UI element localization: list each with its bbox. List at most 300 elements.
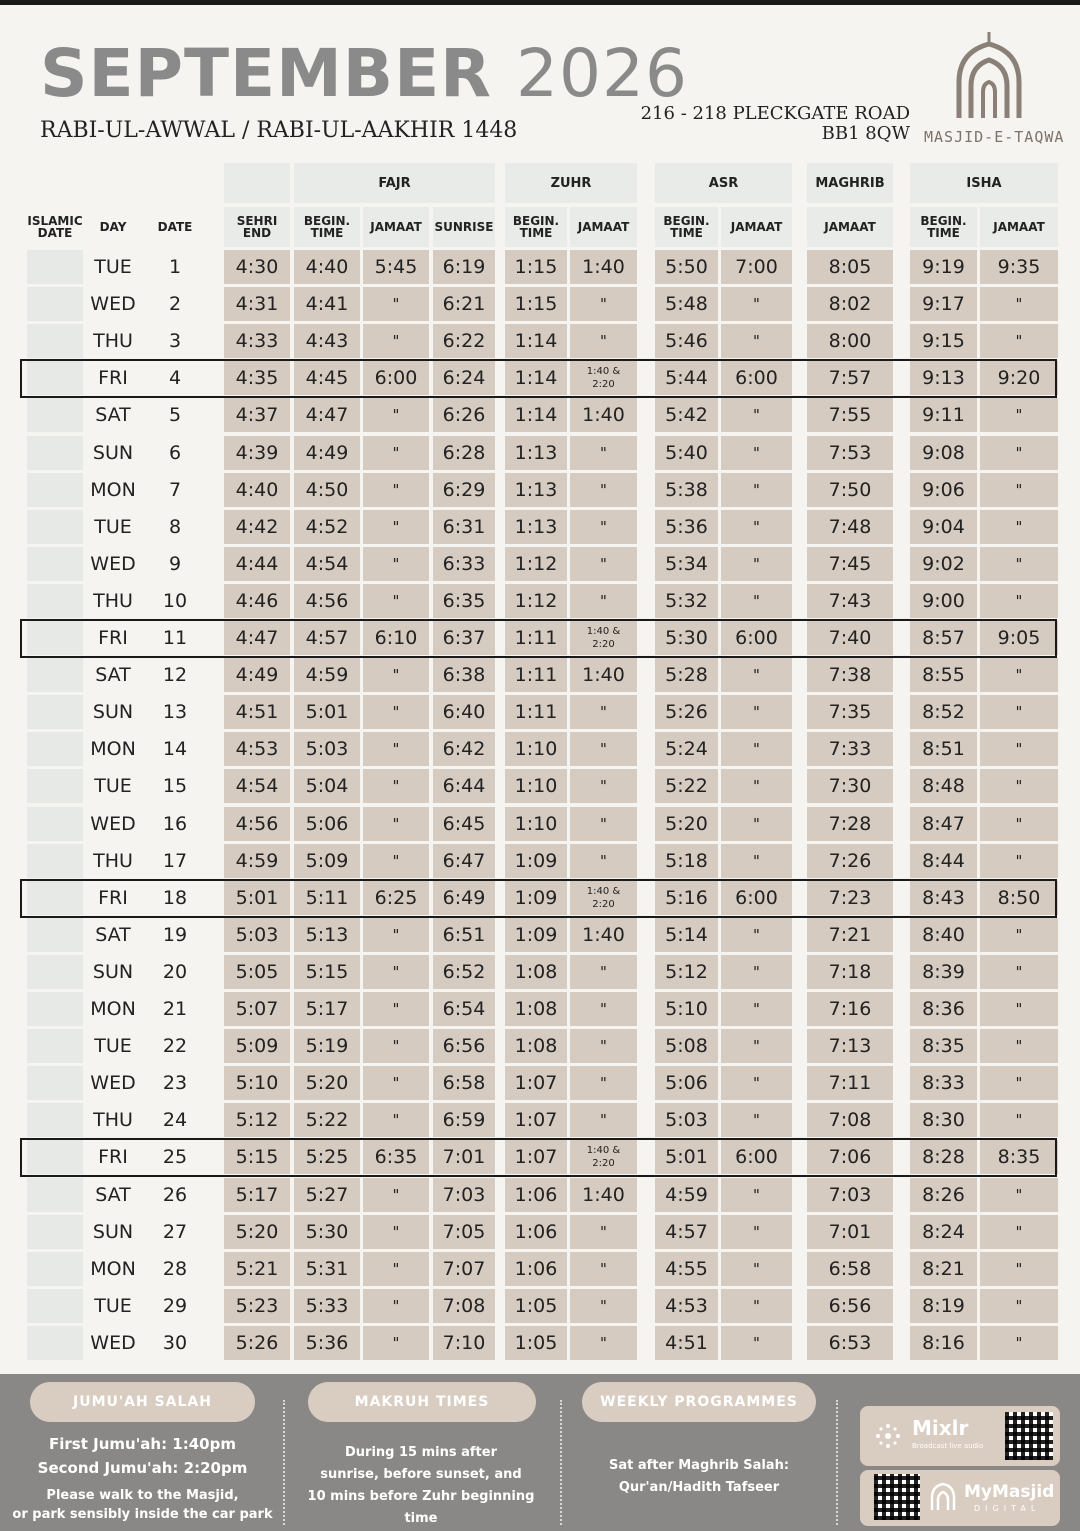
table-cell-day: THU [93,849,133,872]
table-cell-sunrise: 7:01 [433,1140,495,1174]
table-cell-asr-begin: 4:57 [655,1215,718,1249]
table-cell-isha-begin: 9:11 [910,398,977,432]
table-cell-isha-begin: 8:35 [910,1029,977,1063]
title-month: SEPTEMBER [40,35,492,112]
table-cell-maghrib-jamaat: 8:05 [807,250,893,284]
table-cell-fajr-begin: 5:01 [294,695,360,729]
table-cell-maghrib-jamaat: 7:57 [807,361,893,395]
column-header-zuhr-begin: BEGIN. TIME [505,207,567,247]
table-cell-sehri-end: 4:30 [224,250,290,284]
table-cell-sunrise: 6:58 [433,1066,495,1100]
mixlr-name: Mixlr [912,1416,969,1440]
table-cell-zuhr-jamaat: 1:40 & 2:20 [570,1140,637,1174]
friday-highlight-row [20,1138,1057,1177]
table-cell-fajr-jamaat: " [363,769,429,803]
table-cell-isha-begin: 8:16 [910,1326,977,1360]
table-cell-sehri-end: 5:21 [224,1252,290,1286]
table-cell-fajr-begin: 5:25 [294,1140,360,1174]
table-cell-asr-jamaat: " [721,547,792,581]
table-cell-fajr-jamaat: 6:00 [363,361,429,395]
table-cell-zuhr-jamaat: 1:40 [570,398,637,432]
table-cell-fajr-jamaat: " [363,992,429,1026]
table-cell-day: FRI [98,627,128,649]
table-cell-date: 9 [168,552,182,575]
table-cell-islamic-date [27,473,83,507]
group-header-asr: ASR [655,163,792,203]
table-cell-day: TUE [94,1294,132,1317]
group-header-zuhr: ZUHR [505,163,637,203]
table-cell-fajr-jamaat: 5:45 [363,250,429,284]
table-cell-asr-begin: 5:44 [655,361,718,395]
footer-divider [836,1400,838,1525]
table-cell-sehri-end: 4:47 [224,621,290,655]
table-cell-asr-begin: 5:18 [655,844,718,878]
table-cell-islamic-date [27,732,83,766]
table-cell-day: TUE [94,775,132,798]
table-cell-sehri-end: 5:03 [224,918,290,952]
table-cell-islamic-date [27,510,83,544]
table-cell-maghrib-jamaat: 7:18 [807,955,893,989]
table-cell-sehri-end: 5:07 [224,992,290,1026]
table-cell-zuhr-jamaat: " [570,844,637,878]
table-cell-date: 21 [162,998,188,1020]
table-cell-isha-begin: 8:21 [910,1252,977,1286]
table-cell-date: 6 [168,441,182,464]
group-header-maghrib: MAGHRIB [807,163,893,203]
table-cell-day: THU [93,330,133,353]
table-cell-islamic-date [27,769,83,803]
table-cell-maghrib-jamaat: 6:58 [807,1252,893,1286]
table-cell-sunrise: 6:52 [433,955,495,989]
column-header-fajr-jamaat: JAMAAT [363,207,429,247]
table-cell-zuhr-jamaat: " [570,473,637,507]
table-cell-fajr-jamaat: " [363,510,429,544]
table-cell-sehri-end: 4:33 [224,324,290,358]
table-cell-asr-jamaat: " [721,287,792,321]
table-cell-sehri-end: 5:05 [224,955,290,989]
table-cell-fajr-jamaat: " [363,1103,429,1137]
table-cell-isha-begin: 8:28 [910,1140,977,1174]
table-cell-maghrib-jamaat: 7:03 [807,1178,893,1212]
table-cell-asr-jamaat: " [721,732,792,766]
table-cell-isha-begin: 8:47 [910,807,977,841]
table-cell-date: 3 [168,330,182,353]
table-cell-zuhr-begin: 1:08 [505,1029,567,1063]
table-cell-maghrib-jamaat: 7:55 [807,398,893,432]
table-cell-fajr-begin: 5:04 [294,769,360,803]
table-cell-sunrise: 7:05 [433,1215,495,1249]
jumuah-times [10,1432,275,1480]
table-cell-fajr-begin: 4:59 [294,658,360,692]
table-cell-day: SAT [95,664,131,687]
table-cell-asr-begin: 5:32 [655,584,718,618]
table-cell-isha-begin: 8:26 [910,1178,977,1212]
table-cell-zuhr-jamaat: 1:40 [570,1178,637,1212]
table-cell-islamic-date [27,250,83,284]
table-cell-fajr-jamaat: " [363,1326,429,1360]
table-cell-fajr-jamaat: " [363,584,429,618]
table-cell-asr-begin: 5:28 [655,658,718,692]
table-cell-sehri-end: 4:59 [224,844,290,878]
table-cell-asr-begin: 5:08 [655,1029,718,1063]
table-cell-day: FRI [98,886,128,909]
table-cell-zuhr-jamaat: " [570,1103,637,1137]
table-cell-asr-begin: 5:34 [655,547,718,581]
top-border [0,0,1080,5]
table-cell-date: 26 [162,1183,188,1206]
table-cell-fajr-begin: 5:31 [294,1252,360,1286]
table-cell-zuhr-begin: 1:13 [505,436,567,470]
table-cell-zuhr-begin: 1:09 [505,844,567,878]
makruh-tag [308,1382,536,1422]
table-cell-asr-begin: 5:38 [655,473,718,507]
header-blank [224,163,290,203]
table-cell-date: 12 [162,664,188,687]
table-cell-asr-jamaat: " [721,584,792,618]
table-cell-zuhr-jamaat: " [570,510,637,544]
table-cell-fajr-begin: 5:11 [294,881,360,915]
table-cell-date: 5 [168,404,182,427]
table-cell-zuhr-begin: 1:13 [505,510,567,544]
table-cell-day: SAT [95,404,131,427]
table-cell-maghrib-jamaat: 8:02 [807,287,893,321]
table-cell-zuhr-begin: 1:05 [505,1289,567,1323]
jumuah-first: First Jumu'ah: 1:40pm [49,1435,236,1453]
table-cell-zuhr-jamaat: " [570,769,637,803]
table-cell-islamic-date [27,844,83,878]
table-cell-day: SUN [92,1220,134,1243]
table-cell-date: 28 [162,1257,188,1280]
table-cell-fajr-begin: 5:15 [294,955,360,989]
table-cell-fajr-begin: 4:47 [294,398,360,432]
table-cell-fajr-begin: 5:20 [294,1066,360,1100]
table-cell-date: 13 [162,701,188,724]
table-cell-asr-jamaat: " [721,436,792,470]
friday-highlight-row [20,359,1057,398]
table-cell-maghrib-jamaat: 6:56 [807,1289,893,1323]
table-cell-date: 8 [168,515,182,538]
table-cell-fajr-begin: 4:49 [294,436,360,470]
table-cell-day: MON [90,738,136,761]
table-cell-fajr-jamaat: " [363,1289,429,1323]
table-cell-islamic-date [27,1029,83,1063]
table-cell-fajr-begin: 5:17 [294,992,360,1026]
table-cell-fajr-jamaat: " [363,807,429,841]
mymasjid-qr-icon[interactable] [874,1474,920,1520]
table-cell-asr-begin: 5:22 [655,769,718,803]
table-cell-asr-jamaat: " [721,510,792,544]
table-cell-asr-begin: 5:20 [655,807,718,841]
table-cell-day: SUN [92,701,134,724]
table-cell-sehri-end: 5:12 [224,1103,290,1137]
table-cell-sehri-end: 5:20 [224,1215,290,1249]
page-title [40,36,688,112]
table-cell-maghrib-jamaat: 7:45 [807,547,893,581]
table-cell-isha-begin: 9:17 [910,287,977,321]
table-cell-date: 7 [168,478,182,501]
table-cell-fajr-begin: 5:06 [294,807,360,841]
table-cell-sehri-end: 4:35 [224,361,290,395]
hijri-month: RABI-UL-AWWAL / RABI-UL-AAKHIR 1448 [40,118,518,143]
table-cell-asr-jamaat: 6:00 [721,881,792,915]
table-cell-sunrise: 6:37 [433,621,495,655]
table-cell-islamic-date [27,324,83,358]
table-cell-zuhr-begin: 1:08 [505,992,567,1026]
table-cell-day: THU [93,1109,133,1132]
table-cell-asr-jamaat: " [721,807,792,841]
table-cell-sehri-end: 5:26 [224,1326,290,1360]
table-cell-day: WED [90,293,136,316]
table-cell-asr-begin: 4:55 [655,1252,718,1286]
table-cell-isha-begin: 8:43 [910,881,977,915]
table-cell-zuhr-begin: 1:11 [505,695,567,729]
table-cell-fajr-jamaat: " [363,436,429,470]
table-cell-zuhr-begin: 1:15 [505,250,567,284]
address [641,104,910,144]
table-cell-maghrib-jamaat: 7:08 [807,1103,893,1137]
table-cell-isha-jamaat: " [980,955,1058,989]
table-cell-isha-jamaat: " [980,1252,1058,1286]
column-header-asr-begin: BEGIN. TIME [655,207,718,247]
group-header-fajr: FAJR [294,163,495,203]
table-cell-maghrib-jamaat: 7:53 [807,436,893,470]
weekly-title: WEEKLY PROGRAMMES [600,1394,798,1410]
table-cell-day: FRI [98,367,128,390]
table-cell-zuhr-begin: 1:10 [505,769,567,803]
table-cell-sunrise: 6:42 [433,732,495,766]
makruh-line-2: sunrise, before sunset, and [320,1467,522,1482]
table-cell-zuhr-jamaat: " [570,287,637,321]
table-cell-asr-jamaat: " [721,398,792,432]
column-header-asr-jamaat: JAMAAT [721,207,792,247]
table-cell-fajr-begin: 5:33 [294,1289,360,1323]
table-cell-isha-jamaat: " [980,844,1058,878]
table-cell-fajr-begin: 4:45 [294,361,360,395]
table-cell-day: MON [90,998,136,1020]
table-cell-asr-jamaat: " [721,695,792,729]
table-cell-zuhr-begin: 1:13 [505,473,567,507]
table-cell-isha-begin: 9:06 [910,473,977,507]
table-cell-islamic-date [27,1326,83,1360]
table-cell-isha-jamaat: " [980,584,1058,618]
column-header-date: DATE [157,220,193,234]
table-cell-isha-jamaat: " [980,547,1058,581]
table-cell-asr-jamaat: " [721,1066,792,1100]
jumuah-note-2: or park sensibly inside the car park [12,1507,273,1522]
table-cell-asr-begin: 5:06 [655,1066,718,1100]
mixlr-panel[interactable] [860,1406,1060,1466]
table-cell-isha-begin: 8:36 [910,992,977,1026]
table-cell-fajr-begin: 4:40 [294,250,360,284]
table-cell-zuhr-jamaat: " [570,732,637,766]
table-cell-isha-jamaat: " [980,436,1058,470]
table-cell-isha-begin: 8:39 [910,955,977,989]
table-cell-sehri-end: 4:54 [224,769,290,803]
table-cell-date: 10 [162,589,188,612]
table-cell-zuhr-begin: 1:09 [505,918,567,952]
table-cell-sunrise: 7:03 [433,1178,495,1212]
table-cell-day: SAT [95,1183,131,1206]
table-cell-isha-begin: 8:24 [910,1215,977,1249]
table-cell-isha-jamaat: " [980,732,1058,766]
table-cell-isha-jamaat: 9:35 [980,250,1058,284]
table-cell-islamic-date [27,1178,83,1212]
table-cell-sunrise: 6:47 [433,844,495,878]
table-cell-day: THU [93,589,133,612]
table-cell-day: MON [90,478,136,501]
table-cell-asr-begin: 5:16 [655,881,718,915]
table-cell-asr-begin: 5:12 [655,955,718,989]
table-cell-islamic-date [27,695,83,729]
table-cell-asr-jamaat: " [721,769,792,803]
table-cell-fajr-jamaat: " [363,287,429,321]
jumuah-note-1: Please walk to the Masjid, [46,1488,239,1503]
table-cell-maghrib-jamaat: 7:01 [807,1215,893,1249]
table-cell-isha-jamaat: 9:20 [980,361,1058,395]
table-cell-zuhr-jamaat: " [570,547,637,581]
table-cell-asr-jamaat: " [721,992,792,1026]
weekly-line-1: Sat after Maghrib Salah: [608,1458,790,1473]
table-cell-sehri-end: 5:01 [224,881,290,915]
table-cell-islamic-date [27,1103,83,1137]
table-cell-sehri-end: 4:44 [224,547,290,581]
table-cell-zuhr-begin: 1:06 [505,1252,567,1286]
table-cell-date: 19 [162,923,188,946]
table-cell-date: 17 [162,849,188,872]
table-cell-date: 2 [168,293,182,316]
table-cell-isha-jamaat: " [980,398,1058,432]
table-cell-sehri-end: 4:37 [224,398,290,432]
table-cell-fajr-jamaat: " [363,955,429,989]
table-cell-fajr-jamaat: " [363,918,429,952]
table-cell-fajr-jamaat: " [363,547,429,581]
table-cell-zuhr-jamaat: " [570,695,637,729]
table-cell-isha-jamaat: " [980,1326,1058,1360]
table-cell-isha-begin: 8:19 [910,1289,977,1323]
table-cell-date: 23 [162,1072,188,1095]
table-cell-islamic-date [27,807,83,841]
makruh-title: MAKRUH TIMES [354,1394,490,1410]
table-cell-day: WED [90,1331,136,1354]
column-header-sehri-end: SEHRI END [224,207,290,247]
table-cell-date: 15 [162,775,188,798]
table-cell-islamic-date [27,918,83,952]
table-cell-sehri-end: 5:09 [224,1029,290,1063]
table-cell-zuhr-jamaat: " [570,324,637,358]
table-cell-asr-begin: 5:14 [655,918,718,952]
table-cell-sehri-end: 4:39 [224,436,290,470]
table-cell-islamic-date [27,1252,83,1286]
table-cell-asr-jamaat: 6:00 [721,1140,792,1174]
table-cell-zuhr-begin: 1:15 [505,287,567,321]
table-cell-asr-begin: 5:10 [655,992,718,1026]
jumuah-title: JUMU'AH SALAH [73,1394,212,1410]
jumuah-second: Second Jumu'ah: 2:20pm [37,1459,248,1477]
table-cell-fajr-begin: 5:36 [294,1326,360,1360]
title-year: 2026 [515,35,688,112]
table-cell-maghrib-jamaat: 7:23 [807,881,893,915]
table-cell-asr-begin: 5:03 [655,1103,718,1137]
table-cell-asr-begin: 5:36 [655,510,718,544]
table-cell-sehri-end: 4:42 [224,510,290,544]
table-cell-sehri-end: 5:17 [224,1178,290,1212]
column-header-day: DAY [99,220,127,234]
table-cell-sehri-end: 4:51 [224,695,290,729]
column-header-zuhr-jamaat: JAMAAT [570,207,637,247]
table-cell-isha-jamaat: " [980,1066,1058,1100]
table-cell-zuhr-begin: 1:11 [505,658,567,692]
table-cell-isha-jamaat: " [980,918,1058,952]
table-cell-islamic-date [27,436,83,470]
table-cell-isha-jamaat: " [980,1215,1058,1249]
table-cell-fajr-jamaat: " [363,398,429,432]
table-cell-asr-jamaat: " [721,918,792,952]
table-cell-isha-begin: 9:02 [910,547,977,581]
footer-divider [560,1400,562,1525]
table-cell-asr-jamaat: " [721,1178,792,1212]
table-cell-maghrib-jamaat: 7:28 [807,807,893,841]
table-cell-islamic-date [27,547,83,581]
table-cell-date: 16 [162,812,188,835]
mymasjid-panel[interactable] [860,1470,1060,1526]
table-cell-zuhr-jamaat: " [570,1029,637,1063]
table-cell-isha-jamaat: " [980,510,1058,544]
mixlr-icon [872,1420,904,1452]
table-cell-asr-jamaat: " [721,658,792,692]
table-cell-asr-begin: 5:48 [655,287,718,321]
weekly-line-2: Qur'an/Hadith Tafseer [618,1480,780,1495]
table-cell-zuhr-jamaat: " [570,436,637,470]
table-cell-fajr-jamaat: " [363,732,429,766]
column-header-fajr-begin: BEGIN. TIME [294,207,360,247]
table-cell-sunrise: 6:24 [433,361,495,395]
table-cell-fajr-jamaat: " [363,1215,429,1249]
table-cell-fajr-begin: 5:19 [294,1029,360,1063]
table-cell-sehri-end: 5:10 [224,1066,290,1100]
table-cell-isha-begin: 9:08 [910,436,977,470]
table-cell-date: 11 [162,627,188,649]
table-cell-date: 20 [162,960,188,983]
table-cell-asr-jamaat: 6:00 [721,361,792,395]
table-cell-fajr-jamaat: 6:35 [363,1140,429,1174]
table-cell-isha-begin: 9:13 [910,361,977,395]
mixlr-qr-icon[interactable] [1005,1412,1053,1460]
table-cell-asr-begin: 5:46 [655,324,718,358]
table-cell-maghrib-jamaat: 7:43 [807,584,893,618]
table-cell-zuhr-jamaat: " [570,807,637,841]
table-cell-isha-jamaat: " [980,324,1058,358]
footer-divider [283,1400,285,1525]
table-cell-zuhr-jamaat: " [570,1215,637,1249]
column-header-isha-jamaat: JAMAAT [980,207,1058,247]
table-cell-sunrise: 6:45 [433,807,495,841]
table-cell-date: 29 [162,1294,188,1317]
table-cell-fajr-begin: 4:52 [294,510,360,544]
column-header-isha-begin: BEGIN. TIME [910,207,977,247]
table-cell-fajr-begin: 4:43 [294,324,360,358]
table-cell-sunrise: 6:35 [433,584,495,618]
table-cell-date: 22 [162,1035,188,1058]
jumuah-tag [30,1382,255,1422]
table-cell-zuhr-begin: 1:14 [505,361,567,395]
table-cell-maghrib-jamaat: 7:06 [807,1140,893,1174]
table-cell-zuhr-jamaat: 1:40 & 2:20 [570,361,637,395]
table-cell-maghrib-jamaat: 7:48 [807,510,893,544]
table-cell-isha-begin: 9:04 [910,510,977,544]
table-cell-zuhr-jamaat: 1:40 [570,918,637,952]
table-cell-fajr-jamaat: 6:25 [363,881,429,915]
table-cell-isha-begin: 9:19 [910,250,977,284]
